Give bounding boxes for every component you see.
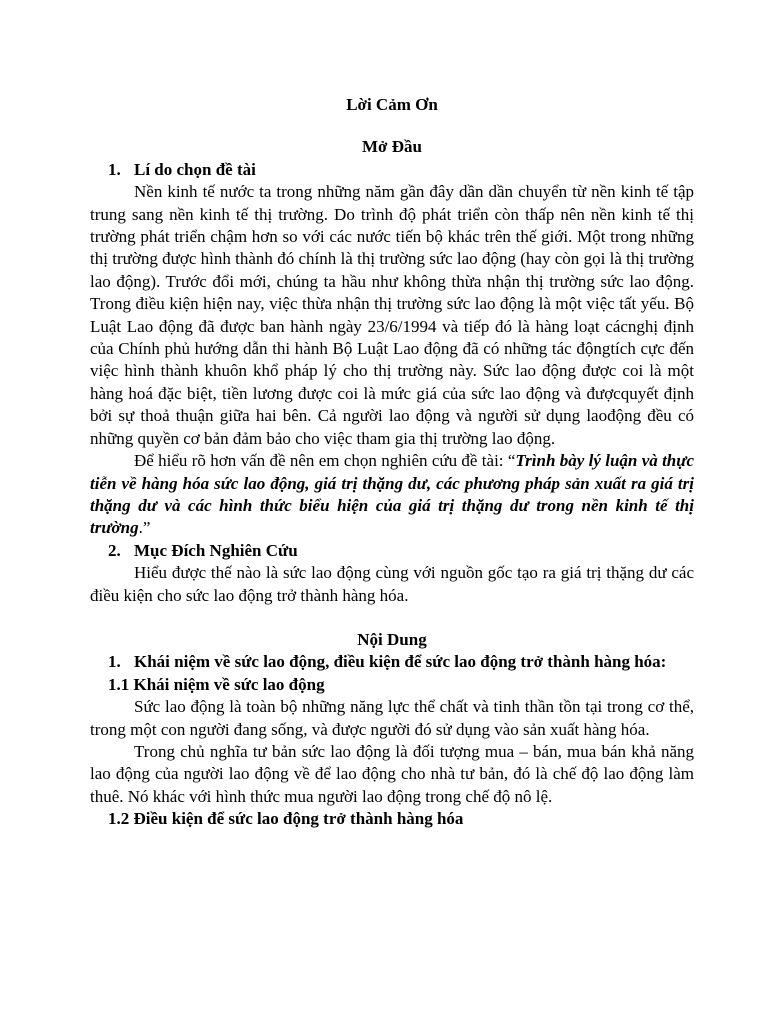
content-1-number: 1.: [108, 652, 121, 672]
topic-title-emphasis: Trình bày lý luận và thực tiễn về hàng hóa sức lao động, giá trị thặng dư, các phương pháp sản xuất ra giá trị thặng dư và các hình thức biểu hiện của giá trị thặng dư trong nền kinh tế thị trường: [90, 451, 694, 538]
section-2-heading: [90, 540, 694, 562]
subsection-1-1-heading: 1.1 Khái niệm về sức lao động: [108, 674, 325, 694]
introduction-title: Mở Đầu: [362, 137, 422, 157]
content-1-heading-text: Khái niệm về sức lao động, điều kiện để sức lao động trở thành hàng hóa:: [134, 652, 667, 672]
topic-tail-text: .”: [138, 518, 151, 538]
section-1-heading-text: Lí do chọn đề tài: [134, 159, 256, 179]
section-2-number: 2.: [108, 540, 121, 560]
topic-lead-text: Để hiểu rõ hơn vấn đề nên em chọn nghiên cứu đề tài: “: [134, 451, 516, 471]
spacer: [90, 607, 694, 629]
section-2-heading-text: Mục Đích Nghiên Cứu: [134, 540, 298, 560]
section-2-paragraph: Hiểu được thế nào là sức lao động cùng với nguồn gốc tạo ra giá trị thặng dư các điều kiện cho sức lao động trở thành hàng hóa.: [90, 563, 694, 605]
subsection-1-2-heading: 1.2 Điều kiện để sức lao động trở thành hàng hóa: [108, 809, 464, 829]
document-page: [90, 94, 694, 831]
content-1-heading: [90, 651, 694, 673]
section-1-paragraph-2: [90, 450, 694, 540]
subsection-1-1-paragraph-2: Trong chủ nghĩa tư bản sức lao động là đối tượng mua – bán, mua bán khả năng lao động của người lao động về để lao động cho nhà tư bản, đó là chế độ lao động làm thuê. Nó khác với hình thức mua người lao động trong chế độ nô lệ.: [90, 741, 694, 806]
subsection-1-1-paragraph-1: Sức lao động là toàn bộ những năng lực thể chất và tinh thần tồn tại trong cơ thể, trong một con người đang sống, và được người đó sử dụng vào sản xuất hàng hóa.: [90, 697, 694, 739]
content-title: Nội Dung: [357, 629, 427, 649]
section-1-number: 1.: [108, 159, 121, 179]
section-1-heading: [90, 159, 694, 181]
section-1-paragraph-1: Nền kinh tế nước ta trong những năm gần đây dần dần chuyển từ nền kinh tế tập trung sang nền kinh tế thị trường. Do trình độ phát triển còn thấp nên nền kinh tế thị trường phát triển chậm hơn so với các nước tiến bộ khác trên thế giới. Một trong những thị trường được hình thành đó chính là thị trường sức lao động (hay còn gọi là thị trường lao động). Trước đổi mới, chúng ta hầu như không thừa nhận thị trường sức lao động. Trong điều kiện hiện nay, việc thừa nhận thị trường sức lao động là một việc tất yếu. Bộ Luật Lao động đã được ban hành ngày 23/6/1994 và tiếp đó là hàng loạt cácnghị định của Chính phủ hướng dẫn thi hành Bộ Luật Lao động đã có những tác độngtích cực đến việc hình thành khuôn khổ pháp lý cho thị trường này. Sức lao động được coi là một hàng hoá đặc biệt, tiền lương được coi là mức giá của sức lao động và đượcquyết định bởi sự thoả thuận giữa hai bên. Cả người lao động và người sử dụng laođộng đều có những quyền cơ bản đảm bảo cho việc tham gia thị trường lao động.: [90, 182, 694, 448]
acknowledgement-title: Lời Cảm Ơn: [346, 95, 438, 114]
